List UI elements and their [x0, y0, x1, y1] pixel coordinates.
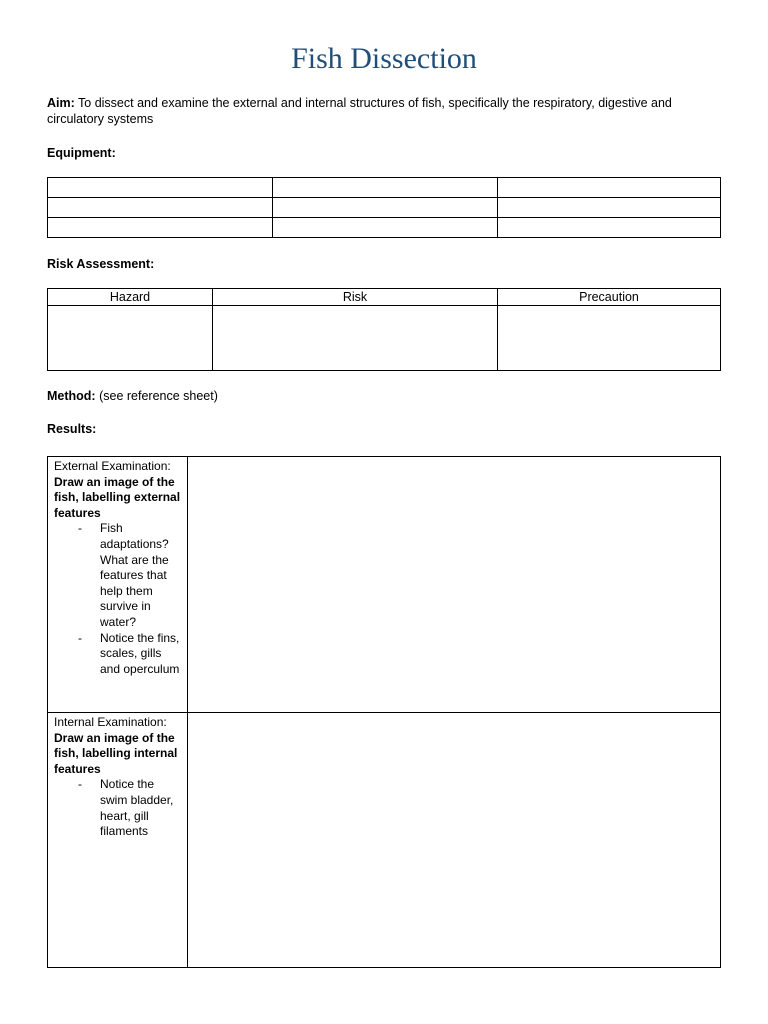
hazard-cell[interactable] [48, 306, 213, 371]
risk-cell[interactable] [213, 306, 498, 371]
table-row [48, 178, 721, 198]
external-bullet-list [54, 521, 183, 677]
risk-assessment-heading: Risk Assessment: [47, 257, 155, 271]
external-examination-cell [48, 457, 188, 713]
internal-bullet-list [54, 777, 183, 839]
internal-examination-cell [48, 713, 188, 968]
aim-label: Aim: [47, 96, 75, 110]
equipment-table [47, 177, 721, 238]
equipment-cell[interactable] [48, 178, 273, 198]
equipment-cell[interactable] [273, 178, 498, 198]
risk-assessment-table [47, 288, 721, 371]
aim-text: To dissect and examine the external and internal structures of fish, specifically the respiratory, digestive and circulatory systems [47, 96, 672, 126]
internal-instruction: Draw an image of the fish, labelling internal features [54, 730, 178, 776]
precaution-cell[interactable] [498, 306, 721, 371]
page-title: Fish Dissection [291, 42, 477, 75]
equipment-cell[interactable] [273, 218, 498, 238]
equipment-cell[interactable] [273, 198, 498, 218]
results-heading: Results: [47, 422, 97, 436]
table-header-row [48, 289, 721, 306]
aim-paragraph [47, 95, 717, 127]
external-drawing-area[interactable] [188, 457, 721, 713]
table-row [48, 198, 721, 218]
internal-examination-heading: Internal Examination: [54, 715, 167, 729]
equipment-cell[interactable] [498, 198, 721, 218]
external-examination-heading: External Examination: [54, 459, 171, 473]
table-row [48, 457, 721, 713]
equipment-cell[interactable] [498, 178, 721, 198]
method-text: (see reference sheet) [95, 389, 218, 403]
list-item: - Notice the swim bladder, heart, gill filaments [54, 777, 183, 839]
method-label: Method: [47, 389, 96, 403]
list-item: - Fish adaptations? What are the features that help them survive in water? [54, 521, 183, 630]
equipment-cell[interactable] [48, 198, 273, 218]
equipment-cell[interactable] [498, 218, 721, 238]
precaution-header: Precaution [498, 289, 721, 306]
equipment-heading: Equipment: [47, 146, 116, 160]
external-instruction: Draw an image of the fish, labelling external features [54, 474, 181, 520]
list-item: - Notice the fins, scales, gills and operculum [54, 631, 183, 678]
table-row [48, 218, 721, 238]
results-table [47, 456, 721, 968]
table-row [48, 713, 721, 968]
risk-header: Risk [213, 289, 498, 306]
equipment-cell[interactable] [48, 218, 273, 238]
internal-drawing-area[interactable] [188, 713, 721, 968]
hazard-header: Hazard [48, 289, 213, 306]
method-paragraph [47, 388, 717, 404]
table-row [48, 306, 721, 371]
